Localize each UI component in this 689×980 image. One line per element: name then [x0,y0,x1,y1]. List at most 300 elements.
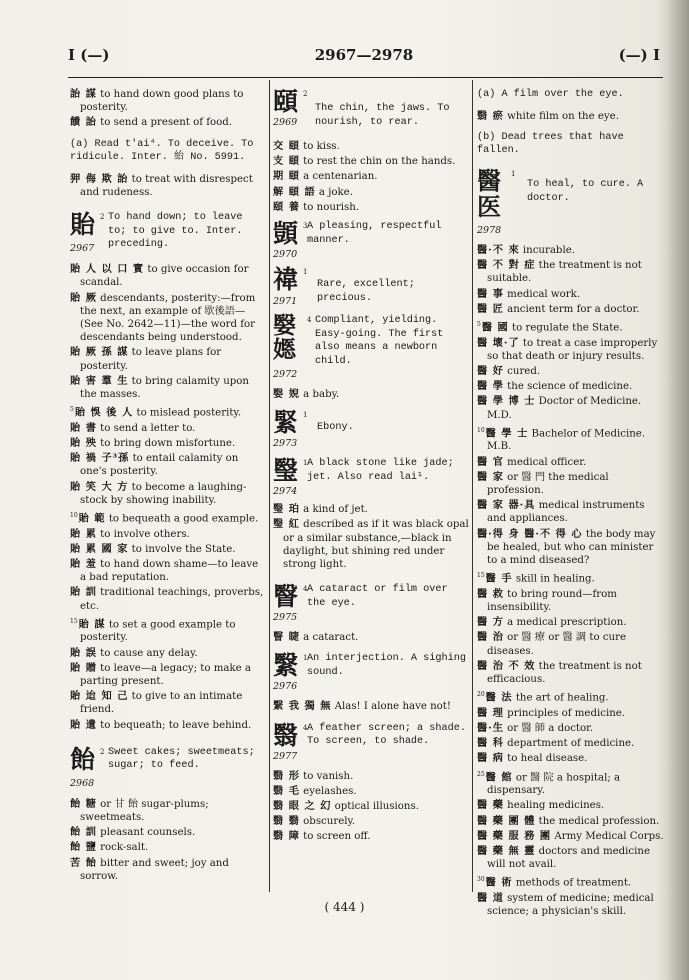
dictionary-entry [477,528,665,568]
entry-number: 2969 [273,117,298,128]
headword-character: 瞖 [273,582,299,612]
headword-character: 醫医 [477,165,501,221]
character-entry-2977 [273,722,469,764]
dictionary-entry [70,422,266,435]
entry-number: 2970 [273,249,298,261]
character-entry-2975 [273,583,469,625]
entry-definition: or 醫 療 or 醫 調 to cure diseases. [487,632,626,657]
headword-character: 嫛嫕 [273,312,296,364]
character-definition: To hand down; to leave to; to give to. Inter. preceding. [108,212,243,251]
entry-headword: 醫 理 [477,706,504,719]
dictionary-entry [70,88,266,114]
dictionary-entry [477,722,665,735]
dictionary-entry [70,615,266,645]
entry-headword: 貽 厥 孫 謀 [70,346,129,359]
line-count-marker: 20 [477,691,485,699]
entry-headword: 繄 我 獨 無 [273,700,332,713]
dictionary-entry [70,403,266,420]
entry-headword: 醫 治 不 效 [477,659,536,672]
running-header [68,46,660,68]
character-definition: To heal, to cure. A doctor. [527,178,644,204]
dictionary-entry [70,528,266,541]
entry-headword: 解 頤 語 [273,185,316,198]
entry-headword: 貽 謀 [78,618,106,631]
dictionary-entry [273,388,469,401]
entry-definition: cured. [507,366,541,377]
dictionary-entry [477,259,665,285]
dictionary-entry [70,857,266,883]
dictionary-entry [477,588,665,614]
entry-headword: 醫 藥 團 體 [477,814,536,827]
entry-definition: the treatment is not efficacious. [487,660,642,686]
character-definition: A pleasing, respectful manner. [307,221,442,246]
entry-definition: to nourish. [303,201,360,213]
dictionary-entry [273,518,469,571]
page-edge-shadow [667,0,689,980]
dictionary-entry [70,841,266,854]
entry-headword: 貽 遺 [70,718,97,731]
entry-headword: 期 頤 [273,170,300,183]
entry-list [273,140,469,214]
entry-definition: ancient term for a doctor. [507,303,640,315]
entry-headword: 醫 方 [477,616,504,629]
dictionary-entry [273,170,469,183]
entry-headword: 醫·不 來 [477,243,520,256]
entry-headword: 醫 國 [481,321,509,334]
entry-headword: 醫 藥 服 務 團 [477,829,552,842]
character-definition: Rare, excellent; precious. [317,279,415,304]
entry-headword: 翳 瘀 [477,109,504,122]
line-count-marker: 15 [477,572,485,580]
character-definition: A black stone like jade; jet. Also read lai¹. [307,458,454,483]
entry-headword: 醫 學 博 士 [477,395,536,408]
tone-number: 2 [100,213,105,222]
entry-definition: system of medicine; medical science; a physician's skill. [487,893,654,918]
dictionary-entry [273,631,469,644]
entry-definition: to screen off. [303,831,371,843]
column-1 [70,88,266,885]
entry-definition: to involve the State. [131,543,236,555]
entry-definition: descendants, posterity:—from the next, an example of 歇後語—(See No. 2642—11)—the word for descendants being understood. [80,292,256,344]
tone-number: 1 [303,268,308,277]
reading-note-b: (b) Dead trees that have fallen. [477,131,624,157]
dictionary-entry [273,830,469,843]
character-definition: Compliant, yielding. Easy-going. The first also means a newborn child. [315,315,444,367]
entry-definition: or 醫 門 the medical profession. [487,471,609,497]
entry-definition: obscurely. [303,816,356,828]
headword-character: 緊 [273,408,299,438]
entry-definition: to leave plans for posterity. [80,347,222,372]
character-entry-2974 [273,457,469,497]
header-right-radical: (—) I [618,46,660,64]
entry-definition: to bequeath a good example. [108,513,259,525]
entry-list [273,631,469,644]
column-3 [477,88,665,920]
entry-headword: 貽 殃 [70,437,97,450]
dictionary-entry [477,288,665,301]
dictionary-entry [477,380,665,393]
entry-headword: 瞖 睫 [273,631,300,644]
character-entry-2969 [273,88,469,134]
entry-headword: 翳 毛 [273,784,300,797]
dictionary-entry [70,375,266,401]
dictionary-entry [273,770,469,783]
entry-definition: to heal disease. [507,753,588,765]
entry-headword: 醫 家 [477,470,504,483]
entry-definition: to treat with disrespect and rudeness. [80,173,253,198]
dictionary-entry [70,558,266,584]
entry-definition: a kind of jet. [303,504,368,516]
dictionary-entry [477,830,665,843]
entry-definition: a joke. [318,186,353,198]
entry-headword: 貽 誤 [70,646,97,659]
entry-headword: 醫 學 [477,380,504,393]
line-count-marker: 10 [477,426,485,434]
entry-list [273,388,469,401]
entry-headword: 翳 障 [273,830,300,843]
tone-number: 1 [303,411,308,420]
entry-definition: white film on the eye. [507,110,619,122]
dictionary-entry [477,110,665,123]
entry-headword: 醫 法 [485,691,513,704]
character-definition: Ebony. [317,422,354,434]
dictionary-entry [477,337,665,363]
entry-headword: 醫 事 [477,287,504,300]
entry-definition: or 醫 師 a doctor. [507,723,594,735]
tone-number: 2 [100,747,105,756]
entry-headword: 醫 館 [485,771,513,784]
dictionary-entry [273,140,469,153]
entry-definition: Doctor of Medicine. M.D. [487,396,642,421]
entry-headword: 醫 學 士 [485,427,529,440]
entry-headword: 翳 眼 之 幻 [273,800,332,813]
entry-definition: the science of medicine. [507,381,633,393]
headword-character: 飴 [70,744,96,774]
entry-headword: 貽 迨 知 己 [70,690,129,703]
dictionary-entry [273,700,469,713]
dictionary-entry [70,798,266,824]
dictionary-entry [477,707,665,720]
entry-headword: 貽 悞 後 人 [74,406,134,419]
entry-definition: rock-salt. [100,842,149,854]
dictionary-entry [273,785,469,798]
dictionary-entry [70,481,266,507]
entry-headword: 頤 養 [273,200,300,213]
dictionary-entry [70,173,266,199]
dictionary-entry [477,244,665,257]
entry-definition: to vanish. [303,770,354,782]
column-2 [273,88,469,846]
entry-headword: 貽 訓 [70,586,97,599]
entry-list [273,700,469,713]
entry-definition: medical officer. [507,456,587,468]
entry-number: 2967 [70,243,95,255]
dictionary-entry [70,719,266,732]
entry-headword: 醫 壞·了 [477,336,520,349]
reading-note: (a) Read t'ai⁴. To deceive. To ridicule. Inter. 紿 No. 5991. [70,138,254,164]
reading-note-a: (a) A film over the eye. [477,89,624,100]
headword-character: 翳 [273,720,299,750]
entry-definition: to treat a case improperly so that death or injury results. [487,337,658,362]
entry-headword: 醫 藥 [477,799,504,812]
entry-definition: or 醫 院 a hospital; a dispensary. [487,772,621,797]
character-definition: An interjection. A sighing sound. [307,653,466,679]
entry-definition: described as if it was black opal or a similar substance,—black in daylight, but shining red under strong light. [283,519,469,571]
dictionary-entry [70,826,266,839]
headword-character: 瑿 [273,456,299,486]
dictionary-entry [477,456,665,469]
entry-headword: 貽 害 羣 生 [70,374,129,387]
entry-headword: 貽 贈 [70,661,97,674]
entry-headword: 飴 糖 [70,797,97,810]
entry-number: 2976 [273,681,298,693]
entry-headword: 貽 累 [70,527,97,540]
entry-definition: to bring down misfortune. [100,438,236,450]
dictionary-entry [70,647,266,660]
entry-definition: Bachelor of Medicine. M.B. [487,428,646,453]
entry-definition: traditional teachings, proverbs, etc. [80,587,264,612]
tone-number: 2 [303,90,308,98]
entry-definition: Army Medical Corps. [554,830,664,842]
entry-headword: 醫 官 [477,455,504,468]
dictionary-entry [273,800,469,813]
entry-headword: 翳 翳 [273,815,300,828]
entry-headword: 醫·得 身 醫·不 得 心 [477,527,583,540]
entry-definition: to hand down good plans to posterity. [80,89,244,114]
entry-headword: 貽 範 [78,512,106,525]
character-definition: A cataract or film over the eye. [307,584,448,609]
header-left-radical: I (—) [68,46,110,64]
dictionary-entry [477,688,665,705]
dictionary-entry [70,452,266,478]
dictionary-entry [70,116,266,129]
entry-definition: methods of treatment. [515,877,632,889]
column-divider-2 [472,80,473,892]
entry-definition: to bequeath; to leave behind. [100,719,252,731]
dictionary-entry [70,509,266,526]
dictionary-entry [477,845,665,871]
entry-definition: a cataract. [303,632,359,644]
entry-headword: 狎 侮 欺 詒 [70,172,129,185]
dictionary-entry [477,395,665,421]
entry-headword: 醫 不 對 症 [477,259,536,272]
entry-definition: the body may be healed, but who can minister to a mind diseased? [487,528,656,567]
dictionary-entry [70,662,266,688]
dictionary-entry [273,815,469,828]
character-definition: The chin, the jaws. To nourish, to rear. [315,103,450,128]
dictionary-entry [477,631,665,657]
character-entry-2976 [273,652,469,694]
entry-headword: 醫 匠 [477,302,504,315]
entry-definition: a medical prescription. [507,617,627,629]
entry-definition: to cause any delay. [100,647,198,659]
column-divider-1 [269,80,270,892]
entry-headword: 醫 治 [477,631,504,644]
entry-number: 2977 [273,750,298,762]
character-entry-2973 [273,409,469,449]
entry-list [70,263,266,732]
dictionary-entry [477,471,665,497]
entry-definition: principles of medicine. [507,707,626,719]
entry-number: 2968 [70,777,95,789]
entry-definition: medical instruments and appliances. [487,500,645,525]
dictionary-entry [273,503,469,516]
entry-headword: 苦 飴 [70,856,97,869]
entry-number: 2978 [477,224,502,236]
tone-number: 1 [511,169,516,178]
tone-number: 1 [303,654,308,663]
entry-headword: 醫 道 [477,892,504,905]
dictionary-entry [273,155,469,168]
tone-number: 4 [307,316,312,325]
entry-headword: 醫 手 [485,572,513,585]
entry-list [70,798,266,883]
dictionary-entry [477,616,665,629]
entry-list [273,503,469,571]
page-number: ( 444 ) [324,900,365,914]
headword-character: 禕 [273,265,299,295]
entry-definition: to leave—a legacy; to make a parting present. [80,662,252,688]
entry-headword: 貽 禍 子³孫 [70,452,130,465]
header-entry-range: 2967—2978 [314,46,414,64]
character-entry-2970 [273,220,469,260]
character-entry-2978 [477,165,665,238]
headword-character: 貽 [70,210,96,240]
entry-definition: to hand down shame—to leave a bad reputation. [80,559,259,584]
dictionary-entry [477,569,665,586]
entry-definition: to bring round—from insensibility. [487,588,617,614]
line-count-marker: 25 [477,770,485,778]
entry-number: 2975 [273,612,298,624]
entry-headword: 瑿 珀 [273,503,300,516]
entry-headword: 醫 好 [477,365,504,377]
entry-definition: healing medicines. [507,800,605,812]
entry-number: 2974 [273,486,298,498]
tone-number: 4 [303,585,308,594]
entry-headword: 貽 厥 [70,291,97,304]
entry-definition: to regulate the State. [512,322,623,334]
entry-definition: to give to an intimate friend. [80,691,243,716]
entry-list [477,244,665,918]
character-definition: A feather screen; a shade. To screen, to shade. [307,722,466,748]
entry-definition: to involve others. [100,528,190,540]
headword-character: 顗 [273,219,299,249]
character-entry-2971 [273,266,469,308]
dictionary-entry [477,799,665,812]
dictionary-entry [477,752,665,765]
entry-definition: Alas! I alone have not! [334,701,451,713]
entry-headword: 醫·生 [477,722,504,735]
entry-definition: optical illusions. [334,801,419,813]
entry-definition: to entail calamity on one's posterity. [80,453,239,478]
entry-headword: 翳 形 [273,769,300,782]
entry-definition: doctors and medicine will not avail. [487,846,650,871]
dictionary-entry [477,303,665,316]
entry-headword: 支 頤 [273,155,300,168]
entry-list [273,770,469,844]
entry-headword: 貽 書 [70,421,97,434]
entry-definition: to rest the chin on the hands. [303,156,456,168]
tone-number: 4 [303,723,308,732]
dictionary-entry [477,768,665,798]
entry-headword: 醫 術 [485,876,513,889]
dictionary-entry [477,815,665,828]
entry-definition: bitter and sweet; joy and sorrow. [80,857,229,882]
entry-definition: to kiss. [303,141,340,152]
entry-number: 2972 [273,369,298,381]
entry-headword: 醫 救 [477,587,504,600]
entry-definition: the treatment is not suitable. [487,260,642,285]
character-definition: Sweet cakes; sweetmeats; sugar; to feed. [108,746,255,772]
dictionary-entry [70,690,266,716]
entry-definition: department of medicine. [507,738,635,750]
entry-definition: or 甘 飴 sugar-plums; sweetmeats. [80,798,209,824]
entry-definition: incurable. [522,244,575,256]
entry-definition: to become a laughing-stock by showing inability. [80,481,247,506]
entry-number: 2973 [273,438,298,450]
entry-number: 2971 [273,296,298,308]
dictionary-entry [477,873,665,890]
entry-headword: 醫 科 [477,737,504,750]
headword-character: 頤 [273,87,299,116]
dictionary-entry [70,586,266,612]
entry-headword: 饋 詒 [70,116,97,129]
dictionary-entry [477,365,665,378]
dictionary-entry [70,263,266,289]
entry-headword: 醫 病 [477,752,504,765]
entry-headword: 貽 笑 大 方 [70,480,129,493]
entry-headword: 醫 家 器·具 [477,499,536,512]
entry-headword: 交 頤 [273,140,300,152]
entry-definition: to mislead posterity. [136,407,242,419]
entry-definition: skill in healing. [515,573,595,585]
dictionary-entry [273,201,469,214]
line-count-marker: 10 [70,512,78,520]
character-entry-2972 [273,314,469,382]
entry-definition: a baby. [303,389,340,401]
entry-headword: 貽 羞 [70,558,97,571]
header-rule [68,77,663,78]
entry-headword: 貽 累 國 家 [70,542,129,555]
entry-headword: 嫛 婗 [273,388,300,401]
headword-character: 繄 [273,651,299,681]
entry-headword: 瑿 紅 [273,518,300,531]
entry-definition: to send a present of food. [100,117,233,129]
line-count-marker: 5 [70,406,74,414]
entry-definition: the art of healing. [515,692,609,704]
dictionary-entry [70,437,266,450]
entry-definition: to bring calamity upon the masses. [80,375,249,401]
dictionary-entry [477,660,665,686]
entry-headword: 飴 鹽 [70,841,97,854]
entry-definition: a centenarian. [303,171,378,183]
entry-definition: to give occasion for scandal. [80,264,249,289]
entry-definition: pleasant counsels. [100,827,196,839]
line-count-marker: 30 [477,876,485,884]
entry-definition: eyelashes. [303,785,357,797]
entry-headword: 詒 謀 [70,88,97,100]
tone-number: 3 [303,222,308,231]
entry-headword: 飴 訓 [70,826,97,839]
dictionary-entry [70,346,266,372]
dictionary-entry [477,318,665,335]
dictionary-entry [70,292,266,345]
entry-definition: the medical profession. [538,815,660,827]
entry-list [70,88,266,130]
dictionary-entry [70,543,266,556]
tone-number: 1 [303,459,308,468]
dictionary-entry [477,737,665,750]
